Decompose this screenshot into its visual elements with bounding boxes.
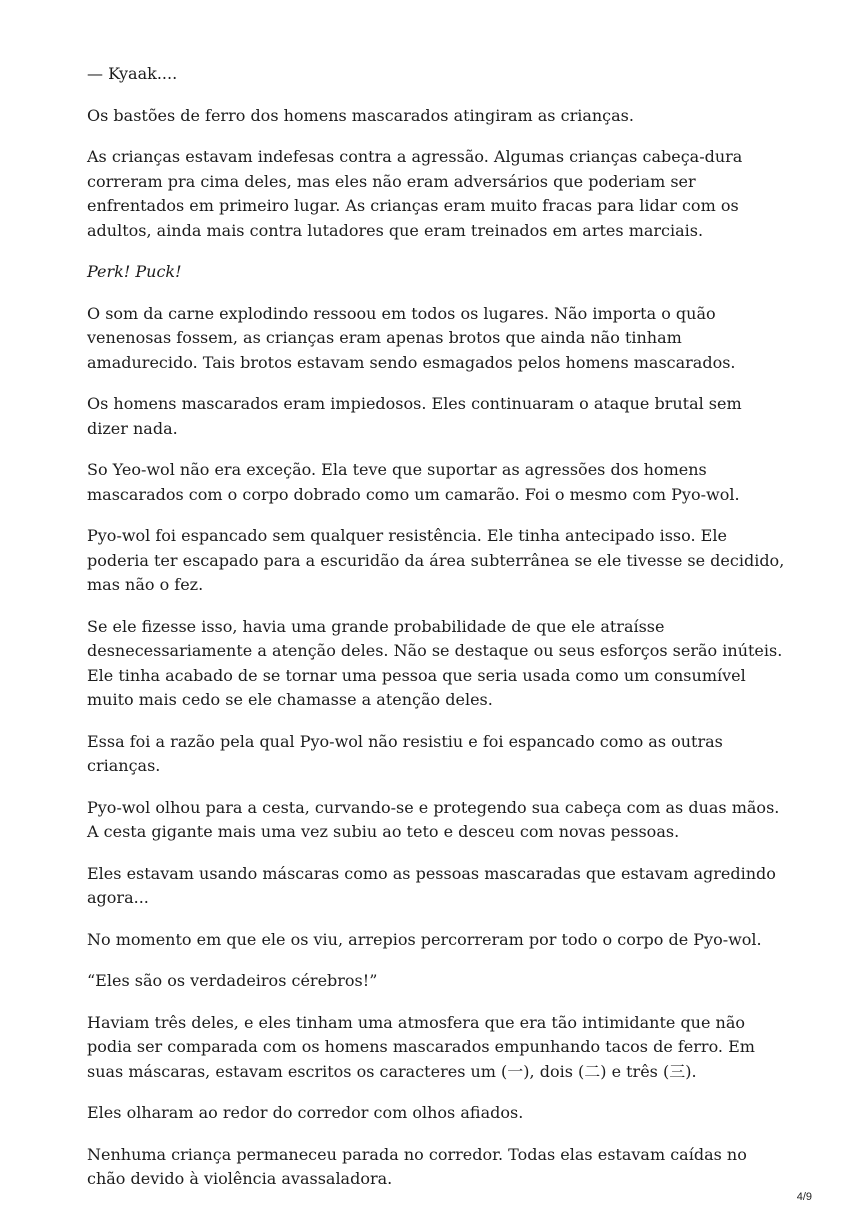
paragraph: O som da carne explodindo ressoou em todos os lugares. Não importa o quão venenosas fossem, as crianças eram apenas brotos que ainda não tinham amadurecido. Tais brotos estavam sendo esmagados pelos homens mascarados. [87, 303, 736, 372]
text-body [87, 62, 787, 1209]
paragraph: Pyo-wol olhou para a cesta, curvando-se e protegendo sua cabeça com as duas mãos. A cesta gigante mais uma vez subiu ao teto e desceu com novas pessoas. [87, 797, 780, 841]
paragraph: Se ele fizesse isso, havia uma grande probabilidade de que ele atraísse desnecessariamente a atenção deles. Não se destaque ou seus esforços serão inúteis. Ele tinha acabado de se tornar uma pessoa que seria usada como um consumível muito mais cedo se ele chamasse a atenção deles. [87, 616, 783, 709]
paragraph: Os bastões de ferro dos homens mascarados atingiram as crianças. [87, 105, 634, 125]
paragraph: So Yeo-wol não era exceção. Ela teve que suportar as agressões dos homens mascarados com o corpo dobrado como um camarão. Foi o mesmo com Pyo-wol. [87, 460, 740, 504]
page-number: 4/9 [796, 1191, 812, 1203]
paragraph: No momento em que ele os viu, arrepios percorreram por todo o corpo de Pyo-wol. [87, 929, 762, 949]
paragraph: Os homens mascarados eram impiedosos. Eles continuaram o ataque brutal sem dizer nada. [87, 394, 742, 438]
paragraph: Essa foi a razão pela qual Pyo-wol não resistiu e foi espancado como as outras crianças. [87, 731, 723, 775]
paragraph: — Kyaak.... [87, 64, 178, 83]
paragraph: Nenhuma criança permaneceu parada no corredor. Todas elas estavam caídas no chão devido à violência avassaladora. [87, 1144, 747, 1188]
dialogue-paragraph: “Eles são os verdadeiros cérebros!” [87, 971, 378, 990]
paragraph: Haviam três deles, e eles tinham uma atmosfera que era tão intimidante que não podia ser comparada com os homens mascarados empunhando tacos de ferro. Em suas máscaras, estavam escritos os caracteres um (一), dois (二) e três (三). [87, 1012, 755, 1081]
paragraph: As crianças estavam indefesas contra a agressão. Algumas crianças cabeça-dura correram pra cima deles, mas eles não eram adversários que poderiam ser enfrentados em primeiro lugar. As crianças eram muito fracas para lidar com os adultos, ainda mais contra lutadores que eram treinados em artes marciais. [87, 147, 743, 240]
sound-effect-paragraph: Perk! Puck! [87, 262, 182, 281]
paragraph: Eles estavam usando máscaras como as pessoas mascaradas que estavam agredindo agora... [87, 863, 776, 907]
paragraph: Pyo-wol foi espancado sem qualquer resistência. Ele tinha antecipado isso. Ele poderia ter escapado para a escuridão da área subterrânea se ele tivesse se decidido, mas não o fez. [87, 526, 785, 594]
paragraph: Eles olharam ao redor do corredor com olhos afiados. [87, 1103, 524, 1122]
